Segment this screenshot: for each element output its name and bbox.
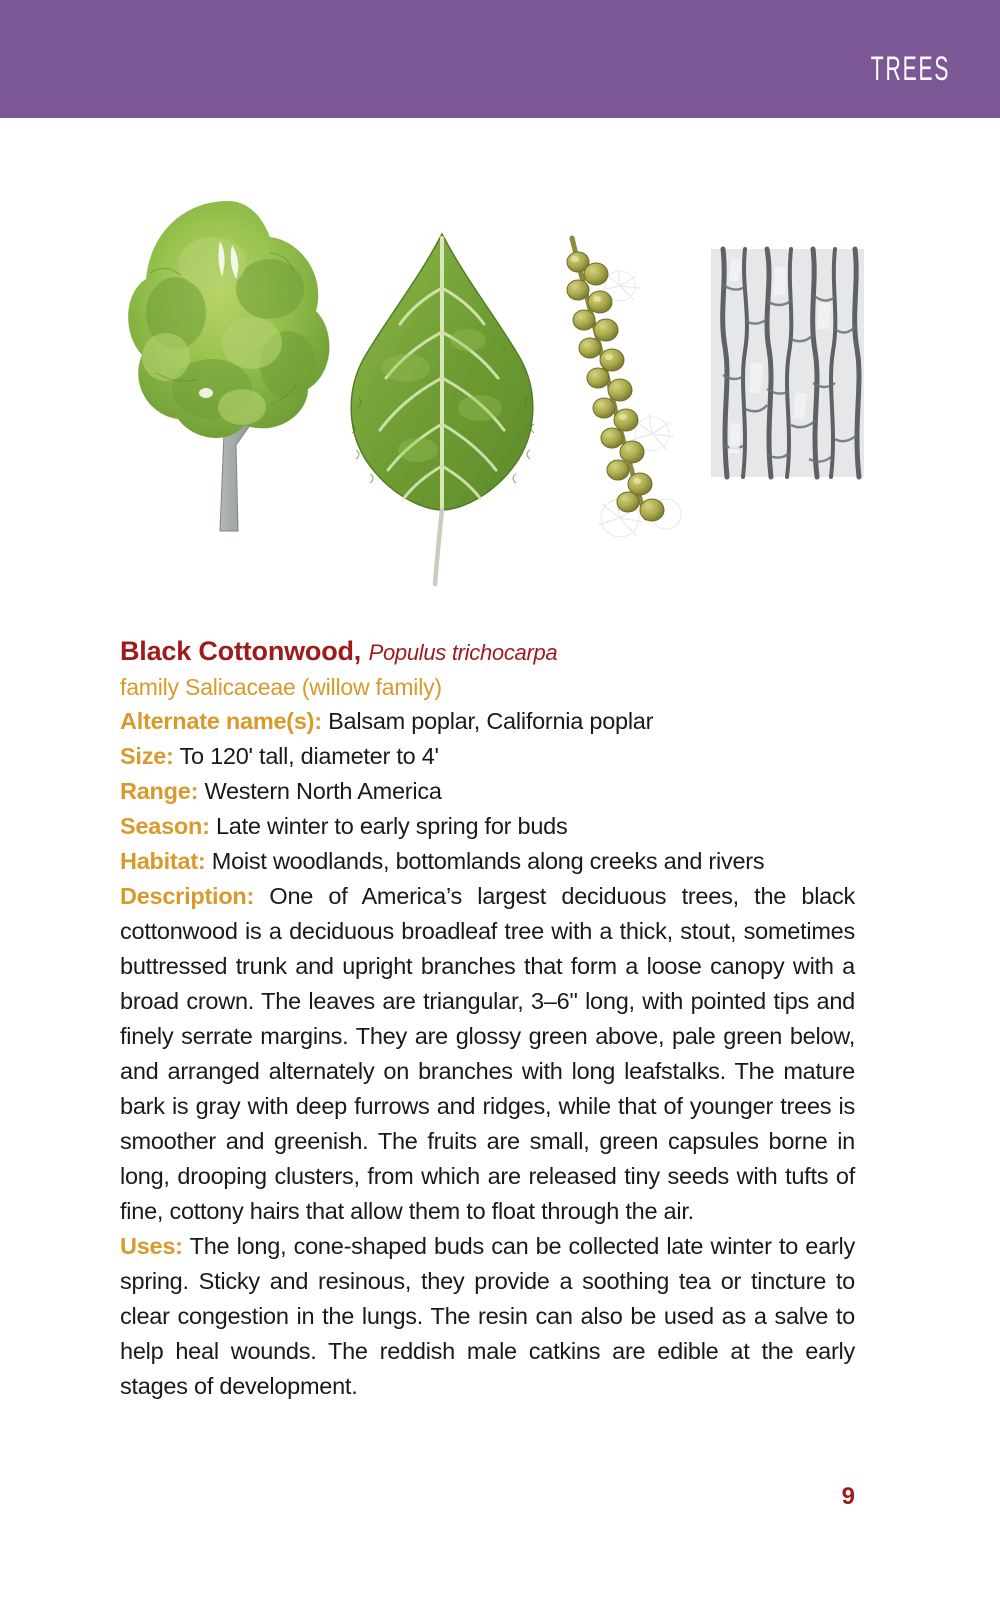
description-paragraph (120, 879, 855, 1229)
uses-paragraph (120, 1229, 855, 1404)
field-value: Moist woodlands, bottomlands along creeks and rivers (211, 848, 765, 874)
field-label: Season: (120, 813, 210, 839)
field-habitat (120, 844, 855, 879)
bark-illustration (705, 243, 870, 483)
scientific-name: Populus trichocarpa (368, 640, 558, 665)
family-name: family Salicaceae (willow family) (120, 674, 442, 700)
field-label: Size: (120, 743, 174, 769)
field-label: Range: (120, 778, 199, 804)
field-value: Late winter to early spring for buds (215, 813, 568, 839)
section-header-band (0, 0, 1000, 118)
field-value: Western North America (204, 778, 442, 804)
species-name-line (120, 634, 855, 670)
page-number: 9 (841, 1483, 855, 1510)
field-value: To 120' tall, diameter to 4' (179, 743, 439, 769)
common-name: Black Cottonwood, (120, 636, 362, 666)
field-value: Balsam poplar, California poplar (328, 708, 654, 734)
field-range (120, 774, 855, 809)
field-label: Alternate name(s): (120, 708, 322, 734)
illustration-plate (0, 118, 1000, 618)
field-alternate-names (120, 704, 855, 739)
uses-label: Uses: (120, 1233, 183, 1259)
field-season (120, 809, 855, 844)
page-section-title: TREES (870, 50, 950, 88)
field-size (120, 739, 855, 774)
description-label: Description: (120, 883, 255, 909)
description-text: One of America’s largest deciduous trees, the black cottonwood is a deciduous broadleaf tree with a thick, stout, sometimes buttressed trunk and upright branches that form a loose canopy with a broad crown. The leaves are triangular, 3–6" long, with pointed tips and finely serrate margins. They are glossy green above, pale green below, and arranged alternately on branches with long leafstalks. The mature bark is gray with deep furrows and ridges, while that of younger trees is smoother and greenish. The fruits are small, green capsules borne in long, drooping clusters, from which are released tiny seeds with tufts of fine, cottony hairs that allow them to float through the air. (120, 883, 855, 1224)
tree-habit-illustration (120, 193, 345, 533)
uses-text: The long, cone-shaped buds can be collected late winter to early spring. Sticky and resinous, they provide a soothing tea or tincture to clear congestion in the lungs. The resin can also be used as a salve to help heal wounds. The reddish male catkins are edible at the early stages of development. (120, 1233, 855, 1399)
species-account (120, 634, 855, 1404)
catkin-illustration (548, 228, 688, 548)
field-label: Habitat: (120, 848, 206, 874)
leaf-illustration (338, 228, 548, 588)
